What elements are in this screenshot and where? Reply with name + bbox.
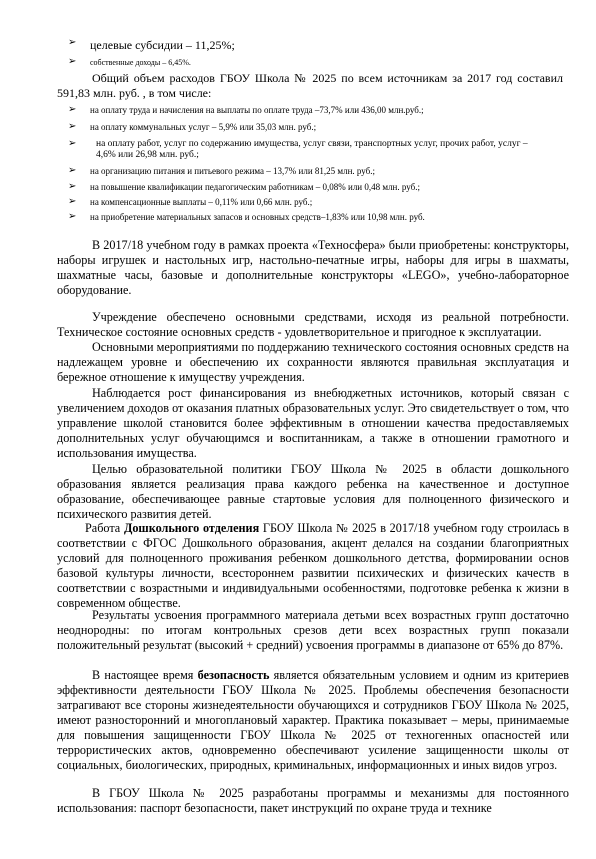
arrow-bullet-icon: ➢ [68, 181, 77, 192]
paragraph [57, 668, 569, 773]
list-item-text: на повышение квалификации педагогическим работникам – 0,08% или 0,48 млн. руб.; [90, 182, 420, 192]
list-item-text: на организацию питания и питьевого режима – 13,7% или 81,25 млн. руб.; [90, 166, 375, 176]
list-item [68, 197, 312, 208]
paragraph: В ГБОУ Школа № 2025 разработаны программы и механизмы для постоянного использования: паспорт безопасности, пакет инструкций по охране труда и технике [57, 786, 569, 815]
paragraph: Результаты усвоения программного материала детьми всех возрастных групп достаточно неоднородны: по итогам контрольных срезов дети всех возрастных групп показали положительный результат (высокий + средний) усвоения программы в диапазоне от 65% до 87%. [57, 608, 569, 652]
arrow-bullet-icon: ➢ [68, 104, 77, 115]
list-item [68, 166, 375, 177]
arrow-bullet-icon: ➢ [68, 138, 77, 149]
list-item [68, 57, 191, 68]
paragraph-bold: Дошкольного отделения [123, 521, 260, 535]
paragraph: Учреждение обеспечено основными средствами, исходя из реальной потребности. Техническое состояние основных средств - удовлетворительное и пригодное к эксплуатации. [57, 310, 569, 339]
list-item-text: собственные доходы – 6,45%. [90, 58, 191, 67]
total-expenses-paragraph: Общий объем расходов ГБОУ Школа № 2025 по всем источникам за 2017 год составил 591,83 млн. руб. , в том числе: [57, 71, 563, 100]
paragraph-bold: безопасность [197, 668, 270, 682]
arrow-bullet-icon: ➢ [68, 121, 77, 132]
list-item-text: на приобретение материальных запасов и основных средств–1,83% или 10,98 млн. руб. [90, 212, 425, 222]
list-item [68, 122, 316, 133]
arrow-bullet-icon: ➢ [68, 165, 77, 176]
list-item [68, 139, 538, 161]
paragraph-text: является обязательным условием и одним из критериев эффективности деятельности ГБОУ Школа № 2025. Проблемы обеспечения безопасности затрагивают все стороны жизнедеятельности обучающихся и сотрудников ГБОУ Школа № 2025, имеют разносторонний и многоплановый характер. Практика показывает – меры, принимаемые для повышения защищенности ГБОУ Школа № 2025 от техногенных опасностей или террористических актов, одновременно обеспечивают усиление защищенности школы от социальных, биологических, природных, криминальных, информационных и иных видов угроз. [57, 668, 569, 772]
list-item [68, 38, 235, 52]
list-item-text: на компенсационные выплаты – 0,11% или 0,66 млн. руб.; [90, 197, 313, 207]
paragraph [57, 521, 569, 611]
list-item [68, 182, 420, 193]
paragraph: Наблюдается рост финансирования из внебюджетных источников, который связан с увеличением доходов от оказания платных образовательных услуг. Это свидетельствует о том, что управление школой становится более эффективным в отношении качества предоставляемых дополнительных услуг обучающимся и воспитанникам, а также в отношении грамотного и использования имущества. [57, 386, 569, 460]
arrow-bullet-icon: ➢ [68, 211, 77, 222]
list-item-text: на оплату труда и начисления на выплаты по оплате труда –73,7% или 436,00 млн.руб.; [90, 105, 424, 115]
paragraph-text: ГБОУ Школа № 2025 в 2017/18 учебном году строилась в соответствии с ФГОС Дошкольного образования, акцент делался на создании благоприятных условий для полноценного проживания ребенком дошкольного детства, формировании основ базовой культуры личности, всестороннем развитии психических и физических качеств в соответствии с возрастными и индивидуальными особенностями, подготовке ребенка к жизни в современном обществе. [57, 521, 569, 610]
list-item-text: на оплату коммунальных услуг – 5,9% или 35,03 млн. руб.; [90, 122, 317, 132]
arrow-bullet-icon: ➢ [68, 196, 77, 207]
paragraph-text: В настоящее время [92, 668, 198, 682]
paragraph: Целью образовательной политики ГБОУ Школа № 2025 в области дошкольного образования является реализация права каждого ребенка на качественное и доступное образование, обеспечивающее равные стартовые условия для полноценного физического и психического развития детей. [57, 462, 569, 521]
list-item-text: целевые субсидии – 11,25%; [90, 38, 235, 52]
paragraph: Основными мероприятиями по поддержанию технического состояния основных средств на надлежащем уровне и обеспечению их сохранности являются правильная эксплуатация и бережное отношение к имуществу учреждения. [57, 340, 569, 384]
arrow-bullet-icon: ➢ [68, 56, 77, 67]
list-item [68, 105, 424, 116]
list-item [68, 212, 425, 223]
list-item-text: на оплату работ, услуг по содержанию имущества, услуг связи, транспортных услуг, прочих работ, услуг – 4,6% или 26,98 млн. руб.; [96, 139, 528, 160]
arrow-bullet-icon: ➢ [68, 37, 77, 48]
paragraph: В 2017/18 учебном году в рамках проекта «Техносфера» были приобретены: конструкторы, наборы игрушек и настольных игр, настольно-печатные игры, наборы для игры в шахматы, шахматные часы, базовые и дополнительные конструкторы «LEGO», учебно-лабораторное оборудование. [57, 238, 569, 297]
paragraph-text: Работа [85, 521, 124, 535]
